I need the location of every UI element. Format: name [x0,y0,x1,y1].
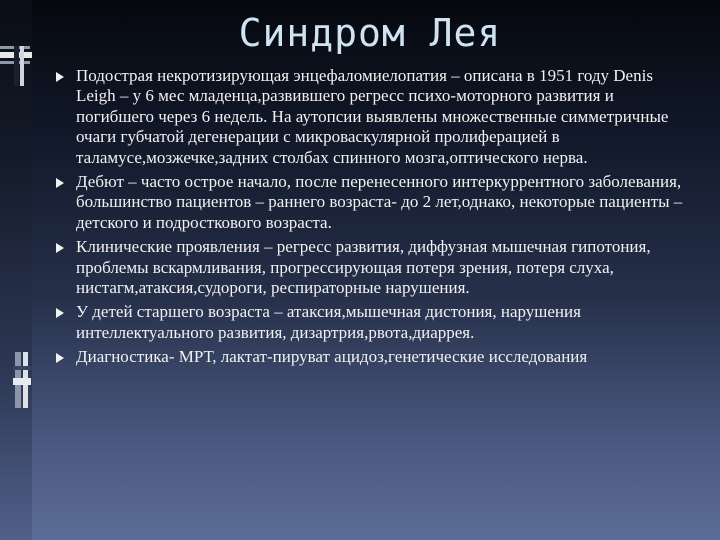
decor-bar [14,46,19,86]
bullet-text: У детей старшего возраста – атаксия,мышечная дистония, нарушения интеллектуального развития, дизартрия,рвота,диаррея. [76,302,581,342]
decor-bar [13,366,31,370]
decor-bar [20,46,24,86]
triangle-bullet-icon [56,308,64,318]
bullet-item [56,237,696,298]
bullet-item [56,347,696,367]
bullet-text: Подострая некротизирующая энцефаломиелопатия – описана в 1951 году Denis Leigh – у 6 мес младенца,развившего регресс психо-моторного развития и погибшего через 6 недель. На аутопсии выявлены множественные симметричные очаги губчатой дегенерации с микроваскулярной пролиферацией в таламусе,мозжечке,задних столбах спинного мозга,оптического нерва. [76,66,669,167]
bullet-item [56,172,696,233]
bullet-item [56,66,696,168]
decor-bar [13,378,31,385]
bullet-text: Дебют – часто острое начало, после перенесенного интеркуррентного заболевания, большинство пациентов – раннего возраста- до 2 лет,однако, некоторые пациенты – детского и подросткового возраста. [76,172,683,232]
triangle-bullet-icon [56,178,64,188]
bullet-item [56,302,696,343]
slide-title: Синдром Лея [238,11,502,55]
triangle-bullet-icon [56,72,64,82]
triangle-bullet-icon [56,353,64,363]
triangle-bullet-icon [56,243,64,253]
bullet-text: Клинические проявления – регресс развития, диффузная мышечная гипотония, проблемы вскармливания, прогрессирующая потеря зрения, потеря слуха, нистагм,атаксия,судороги, респираторные нарушения. [76,237,651,298]
bullet-list [56,66,696,372]
bullet-text: Диагностика- МРТ, лактат-пируват ацидоз,генетические исследования [76,347,588,367]
